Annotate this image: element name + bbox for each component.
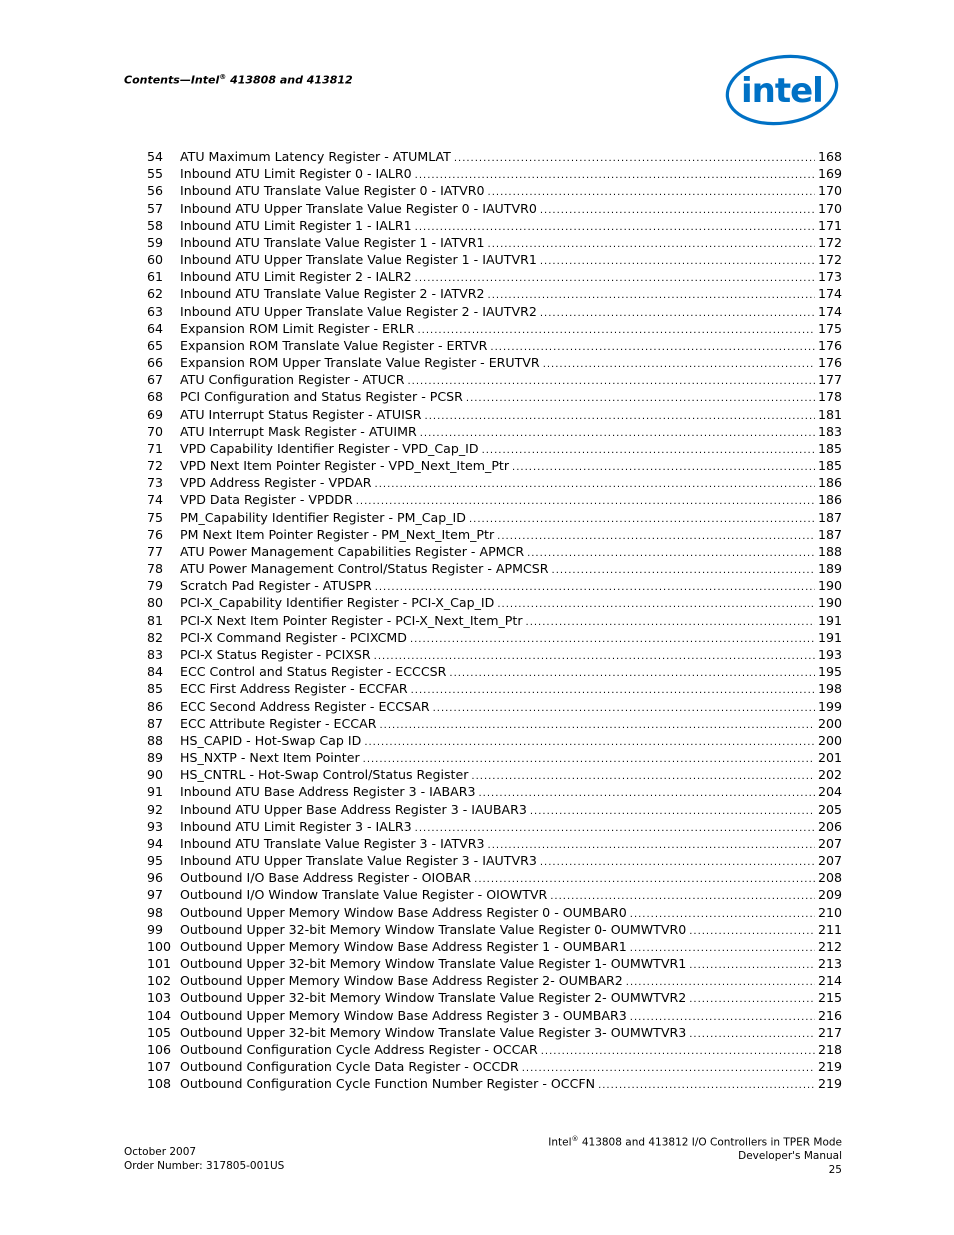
toc-entry-number: 105: [147, 1024, 172, 1040]
toc-entry-number: 79: [147, 578, 164, 594]
toc-dot-leader: [630, 940, 815, 955]
toc-entry-page: 187: [817, 526, 842, 542]
toc-entry-number: 58: [147, 217, 164, 233]
toc-entry[interactable]: [147, 869, 842, 886]
footer-product-brand: Intel: [548, 1136, 572, 1149]
toc-dot-leader: [540, 202, 815, 217]
toc-entry-title: Outbound Upper 32-bit Memory Window Translate Value Register 1- OUMWTVR1: [180, 956, 687, 972]
toc-entry-title: Outbound Upper 32-bit Memory Window Translate Value Register 0- OUMWTVR0: [180, 921, 687, 937]
toc-entry[interactable]: [147, 234, 842, 251]
header-models: 413808 and 413812: [226, 73, 353, 87]
toc-entry-title: Outbound Configuration Cycle Function Number Register - OCCFN: [180, 1076, 596, 1092]
toc-entry-page: 202: [817, 767, 842, 783]
toc-entry-number: 96: [147, 870, 164, 886]
footer-page-number: 25: [828, 1163, 842, 1176]
toc-dot-leader: [626, 974, 815, 989]
toc-entry-title: ATU Interrupt Status Register - ATUISR: [180, 406, 422, 422]
toc-entry[interactable]: [147, 594, 842, 611]
toc-entry-page: 213: [817, 956, 842, 972]
toc-entry-page: 174: [817, 303, 842, 319]
toc-entry-title: ECC Second Address Register - ECCSAR: [180, 698, 430, 714]
toc-entry-number: 70: [147, 423, 164, 439]
toc-dot-leader: [449, 665, 815, 680]
toc-entry[interactable]: [147, 440, 842, 457]
toc-entry[interactable]: [147, 663, 842, 680]
toc-entry-number: 82: [147, 629, 164, 645]
toc-dot-leader: [356, 493, 815, 508]
toc-entry-title: Scratch Pad Register - ATUSPR: [180, 578, 372, 594]
toc-entry-page: 199: [817, 698, 842, 714]
toc-entry-title: ATU Power Management Capabilities Register - APMCR: [180, 543, 525, 559]
toc-entry-title: PM Next Item Pointer Register - PM_Next_Item_Ptr: [180, 526, 495, 542]
toc-entry-page: 172: [817, 234, 842, 250]
toc-entry-page: 209: [817, 887, 842, 903]
toc-dot-leader: [418, 322, 815, 337]
toc-entry-page: 174: [817, 286, 842, 302]
footer-left: [124, 1146, 284, 1173]
toc-entry-page: 185: [817, 458, 842, 474]
toc-entry[interactable]: [147, 801, 842, 818]
toc-dot-leader: [541, 1043, 815, 1058]
toc-entry-number: 101: [147, 956, 172, 972]
toc-entry-number: 56: [147, 183, 164, 199]
toc-entry-page: 217: [817, 1024, 842, 1040]
toc-entry[interactable]: [147, 148, 842, 165]
toc-entry-title: Inbound ATU Limit Register 2 - IALR2: [180, 269, 412, 285]
toc-entry[interactable]: [147, 1058, 842, 1075]
toc-dot-leader: [540, 253, 815, 268]
toc-entry[interactable]: [147, 715, 842, 732]
toc-entry-title: VPD Capability Identifier Register - VPD_Cap_ID: [180, 440, 479, 456]
toc-dot-leader: [415, 270, 815, 285]
toc-entry-number: 68: [147, 389, 164, 405]
toc-entry-page: 181: [817, 406, 842, 422]
toc-dot-leader: [488, 236, 815, 251]
header-registered-mark: ®: [219, 73, 227, 81]
toc-entry-title: ATU Maximum Latency Register - ATUMLAT: [180, 149, 451, 164]
toc-dot-leader: [522, 1060, 815, 1075]
toc-entry-page: 178: [817, 389, 842, 405]
toc-entry-page: 190: [817, 578, 842, 594]
intel-logo: [724, 50, 842, 128]
toc-entry-title: ECC Attribute Register - ECCAR: [180, 715, 377, 731]
toc-entry-title: VPD Next Item Pointer Register - VPD_Next_Item_Ptr: [180, 458, 510, 474]
toc-entry-page: 210: [817, 904, 842, 920]
toc-entry-page: 201: [817, 750, 842, 766]
toc-dot-leader: [488, 184, 815, 199]
toc-dot-leader: [407, 373, 814, 388]
toc-entry-title: ECC Control and Status Register - ECCCSR: [180, 664, 447, 680]
toc-entry[interactable]: [147, 989, 842, 1006]
toc-entry-title: Inbound ATU Base Address Register 3 - IABAR3: [180, 784, 476, 800]
toc-dot-leader: [527, 545, 815, 560]
toc-entry-title: Expansion ROM Limit Register - ERLR: [180, 320, 415, 336]
toc-dot-leader: [466, 390, 815, 405]
toc-entry-number: 97: [147, 887, 164, 903]
toc-entry[interactable]: [147, 1075, 842, 1092]
toc-entry[interactable]: [147, 629, 842, 646]
toc-entry-title: HS_CNTRL - Hot-Swap Control/Status Register: [180, 767, 469, 783]
toc-entry-title: Outbound Upper Memory Window Base Address Register 1 - OUMBAR1: [180, 938, 627, 954]
toc-entry[interactable]: [147, 921, 842, 938]
toc-dot-leader: [374, 648, 815, 663]
toc-entry-title: Outbound Configuration Cycle Address Register - OCCAR: [180, 1041, 538, 1057]
toc-dot-leader: [550, 888, 815, 903]
toc-dot-leader: [497, 528, 815, 543]
toc-entry-number: 62: [147, 286, 164, 302]
toc-entry-number: 100: [147, 938, 172, 954]
toc-entry-title: PCI-X Command Register - PCIXCMD: [180, 629, 407, 645]
toc-entry[interactable]: [147, 491, 842, 508]
toc-entry[interactable]: [147, 423, 842, 440]
toc-entry-page: 193: [817, 646, 842, 662]
toc-dot-leader: [415, 167, 815, 182]
toc-entry[interactable]: [147, 886, 842, 903]
intel-logo-icon: [724, 50, 842, 128]
toc-entry-title: Outbound Upper 32-bit Memory Window Translate Value Register 2- OUMWTVR2: [180, 990, 687, 1006]
toc-entry[interactable]: [147, 680, 842, 697]
toc-entry-number: 87: [147, 715, 164, 731]
toc-entry-number: 104: [147, 1007, 172, 1023]
toc-entry-page: 208: [817, 870, 842, 886]
toc-entry-title: Inbound ATU Upper Base Address Register 3 - IAUBAR3: [180, 801, 527, 817]
toc-dot-leader: [474, 871, 815, 886]
toc-entry-title: ATU Configuration Register - ATUCR: [180, 372, 405, 388]
toc-entry[interactable]: [147, 217, 842, 234]
toc-entry-page: 186: [817, 492, 842, 508]
toc-entry-number: 92: [147, 801, 164, 817]
toc-entry-number: 86: [147, 698, 164, 714]
toc-entry[interactable]: [147, 783, 842, 800]
toc-entry[interactable]: [147, 577, 842, 594]
toc-dot-leader: [411, 682, 815, 697]
toc-entry-number: 108: [147, 1076, 172, 1092]
toc-entry-page: 191: [817, 612, 842, 628]
toc-entry[interactable]: [147, 612, 842, 629]
toc-dot-leader: [497, 596, 815, 611]
toc-entry-page: 185: [817, 440, 842, 456]
toc-entry-number: 72: [147, 458, 164, 474]
toc-entry-title: Inbound ATU Upper Translate Value Register 3 - IAUTVR3: [180, 853, 537, 869]
toc-entry-number: 64: [147, 320, 164, 336]
toc-entry-number: 93: [147, 818, 164, 834]
toc-entry[interactable]: [147, 474, 842, 491]
toc-entry[interactable]: [147, 165, 842, 182]
toc-entry[interactable]: [147, 955, 842, 972]
toc-dot-leader: [689, 1026, 815, 1041]
toc-entry[interactable]: [147, 543, 842, 560]
toc-entry-number: 69: [147, 406, 164, 422]
toc-entry-title: Inbound ATU Translate Value Register 2 - IATVR2: [180, 286, 485, 302]
toc-entry-page: 212: [817, 938, 842, 954]
toc-entry-page: 176: [817, 355, 842, 371]
toc-entry-number: 89: [147, 750, 164, 766]
toc-entry[interactable]: [147, 972, 842, 989]
toc-entry-page: 206: [817, 818, 842, 834]
toc-entry[interactable]: [147, 646, 842, 663]
toc-entry-title: Outbound Upper Memory Window Base Address Register 0 - OUMBAR0: [180, 904, 627, 920]
toc-dot-leader: [482, 442, 815, 457]
toc-entry-page: 170: [817, 183, 842, 199]
footer-right: [548, 1133, 842, 1177]
toc-entry-title: PCI Configuration and Status Register - PCSR: [180, 389, 463, 405]
toc-entry-title: PM_Capability Identifier Register - PM_Cap_ID: [180, 509, 466, 525]
toc-entry-number: 74: [147, 492, 164, 508]
toc-entry-title: Inbound ATU Upper Translate Value Register 0 - IAUTVR0: [180, 200, 537, 216]
footer-product-line: 413808 and 413812 I/O Controllers in TPER Mode: [578, 1136, 842, 1149]
toc-entry-number: 85: [147, 681, 164, 697]
toc-entry-number: 73: [147, 475, 164, 491]
toc-entry-title: PCI-X Next Item Pointer Register - PCI-X_Next_Item_Ptr: [180, 612, 523, 628]
toc-entry-number: 57: [147, 200, 164, 216]
toc-entry-title: Inbound ATU Limit Register 1 - IALR1: [180, 217, 412, 233]
toc-entry-page: 218: [817, 1041, 842, 1057]
toc-entry-page: 211: [817, 921, 842, 937]
toc-entry-number: 88: [147, 732, 164, 748]
toc-entry-title: VPD Data Register - VPDDR: [180, 492, 353, 508]
toc-entry[interactable]: [147, 406, 842, 423]
toc-entry-page: 191: [817, 629, 842, 645]
toc-entry-page: 219: [817, 1059, 842, 1075]
toc-entry-page: 168: [817, 149, 842, 164]
toc-entry-number: 94: [147, 835, 164, 851]
toc-entry-page: 190: [817, 595, 842, 611]
toc-entry-title: Expansion ROM Upper Translate Value Register - ERUTVR: [180, 355, 540, 371]
toc-entry-page: 189: [817, 561, 842, 577]
toc-entry-number: 77: [147, 543, 164, 559]
toc-entry-title: Outbound Upper 32-bit Memory Window Translate Value Register 3- OUMWTVR3: [180, 1024, 687, 1040]
toc-dot-leader: [375, 476, 815, 491]
footer-product: [548, 1133, 842, 1150]
toc-entry-page: 172: [817, 252, 842, 268]
toc-entry-number: 61: [147, 269, 164, 285]
toc-entry-number: 103: [147, 990, 172, 1006]
toc-entry[interactable]: [147, 1007, 842, 1024]
toc-entry-title: ATU Interrupt Mask Register - ATUIMR: [180, 423, 417, 439]
toc-entry[interactable]: [147, 526, 842, 543]
toc-entry-page: 186: [817, 475, 842, 491]
toc-entry-title: Inbound ATU Upper Translate Value Register 1 - IAUTVR1: [180, 252, 537, 268]
toc-entry-number: 76: [147, 526, 164, 542]
toc-entry-title: Outbound Configuration Cycle Data Register - OCCDR: [180, 1059, 519, 1075]
toc-dot-leader: [415, 820, 815, 835]
logo-wordmark: intel: [741, 71, 823, 111]
toc-entry-page: 173: [817, 269, 842, 285]
toc-entry-title: Expansion ROM Translate Value Register - ERTVR: [180, 337, 488, 353]
toc-dot-leader: [540, 854, 815, 869]
toc-entry-number: 80: [147, 595, 164, 611]
toc-entry-number: 78: [147, 561, 164, 577]
toc-dot-leader: [512, 459, 815, 474]
page-header-title: [124, 73, 353, 87]
toc-entry-number: 99: [147, 921, 164, 937]
toc-dot-leader: [425, 408, 815, 423]
toc-entry-page: 198: [817, 681, 842, 697]
toc-entry-title: HS_CAPID - Hot-Swap Cap ID: [180, 732, 362, 748]
toc-entry[interactable]: [147, 509, 842, 526]
toc-entry-page: 207: [817, 853, 842, 869]
toc-entry-page: 205: [817, 801, 842, 817]
toc-dot-leader: [363, 751, 815, 766]
toc-entry-page: 169: [817, 166, 842, 182]
toc-entry-number: 65: [147, 337, 164, 353]
toc-entry-number: 55: [147, 166, 164, 182]
toc-entry[interactable]: [147, 354, 842, 371]
toc-entry[interactable]: [147, 938, 842, 955]
toc-entry-title: Inbound ATU Limit Register 0 - IALR0: [180, 166, 412, 182]
toc-entry-title: PCI-X Status Register - PCIXSR: [180, 646, 371, 662]
toc-dot-leader: [689, 991, 815, 1006]
toc-entry-title: Inbound ATU Translate Value Register 1 - IATVR1: [180, 234, 485, 250]
toc-entry[interactable]: [147, 457, 842, 474]
footer-order-number: Order Number: 317805-001US: [124, 1159, 285, 1172]
toc-entry[interactable]: [147, 818, 842, 835]
toc-entry-page: 200: [817, 715, 842, 731]
toc-entry-title: Inbound ATU Upper Translate Value Register 2 - IAUTVR2: [180, 303, 537, 319]
toc-entry-number: 81: [147, 612, 164, 628]
toc-entry-title: Inbound ATU Limit Register 3 - IALR3: [180, 818, 412, 834]
table-of-contents: [147, 148, 842, 1092]
toc-entry-number: 66: [147, 355, 164, 371]
toc-entry-title: ECC First Address Register - ECCFAR: [180, 681, 408, 697]
toc-entry-title: Inbound ATU Translate Value Register 3 - IATVR3: [180, 835, 485, 851]
toc-entry-title: PCI-X_Capability Identifier Register - PCI-X_Cap_ID: [180, 595, 495, 611]
toc-entry-title: Outbound I/O Window Translate Value Register - OIOWTVR: [180, 887, 548, 903]
footer-date: October 2007: [124, 1146, 197, 1158]
toc-entry[interactable]: [147, 904, 842, 921]
toc-dot-leader: [420, 425, 815, 440]
toc-entry[interactable]: [147, 303, 842, 320]
toc-entry-title: Outbound Upper Memory Window Base Address Register 3 - OUMBAR3: [180, 1007, 627, 1023]
toc-entry[interactable]: [147, 285, 842, 302]
header-brand: Contents—Intel: [124, 73, 220, 87]
toc-entry-page: 204: [817, 784, 842, 800]
toc-dot-leader: [479, 785, 815, 800]
toc-dot-leader: [540, 305, 815, 320]
toc-entry-page: 170: [817, 200, 842, 216]
toc-entry-number: 71: [147, 440, 164, 456]
toc-entry-page: 187: [817, 509, 842, 525]
toc-entry-number: 95: [147, 853, 164, 869]
toc-dot-leader: [364, 734, 815, 749]
toc-entry-number: 63: [147, 303, 164, 319]
footer-registered-mark: ®: [571, 1135, 579, 1143]
toc-entry-number: 75: [147, 509, 164, 525]
toc-entry-title: Outbound Upper Memory Window Base Address Register 2- OUMBAR2: [180, 973, 623, 989]
toc-dot-leader: [526, 614, 815, 629]
toc-dot-leader: [415, 219, 815, 234]
footer-manual: Developer's Manual: [738, 1150, 842, 1162]
toc-dot-leader: [433, 700, 815, 715]
toc-entry-title: HS_NXTP - Next Item Pointer: [180, 750, 360, 766]
toc-entry-number: 83: [147, 646, 164, 662]
toc-entry-number: 67: [147, 372, 164, 388]
toc-dot-leader: [630, 906, 815, 921]
toc-entry-number: 54: [147, 149, 164, 164]
toc-entry-number: 102: [147, 973, 172, 989]
toc-dot-leader: [454, 150, 815, 165]
toc-dot-leader: [689, 957, 815, 972]
toc-entry[interactable]: [147, 560, 842, 577]
toc-entry-page: 216: [817, 1007, 842, 1023]
toc-entry-number: 107: [147, 1059, 172, 1075]
toc-dot-leader: [471, 768, 815, 783]
toc-dot-leader: [598, 1077, 815, 1092]
toc-dot-leader: [379, 717, 814, 732]
toc-entry[interactable]: [147, 766, 842, 783]
toc-entry[interactable]: [147, 732, 842, 749]
toc-entry-title: Inbound ATU Translate Value Register 0 - IATVR0: [180, 183, 485, 199]
toc-entry[interactable]: [147, 182, 842, 199]
toc-entry-number: 90: [147, 767, 164, 783]
toc-entry-number: 60: [147, 252, 164, 268]
toc-dot-leader: [375, 579, 815, 594]
toc-entry[interactable]: [147, 698, 842, 715]
toc-entry-page: 171: [817, 217, 842, 233]
toc-entry[interactable]: [147, 200, 842, 217]
toc-entry-page: 176: [817, 337, 842, 353]
toc-entry-page: 195: [817, 664, 842, 680]
toc-entry[interactable]: [147, 1041, 842, 1058]
toc-entry-page: 188: [817, 543, 842, 559]
toc-dot-leader: [543, 356, 815, 371]
toc-entry[interactable]: [147, 1024, 842, 1041]
toc-entry[interactable]: [147, 371, 842, 388]
toc-dot-leader: [488, 287, 815, 302]
toc-entry-number: 98: [147, 904, 164, 920]
toc-entry[interactable]: [147, 388, 842, 405]
toc-entry-number: 84: [147, 664, 164, 680]
toc-entry-number: 59: [147, 234, 164, 250]
toc-entry-page: 215: [817, 990, 842, 1006]
toc-dot-leader: [410, 631, 815, 646]
toc-entry-number: 106: [147, 1041, 172, 1057]
toc-entry-page: 207: [817, 835, 842, 851]
toc-entry[interactable]: [147, 835, 842, 852]
toc-entry-page: 214: [817, 973, 842, 989]
toc-entry[interactable]: [147, 749, 842, 766]
toc-dot-leader: [552, 562, 815, 577]
toc-entry[interactable]: [147, 251, 842, 268]
toc-entry-title: Outbound I/O Base Address Register - OIOBAR: [180, 870, 472, 886]
toc-entry-title: ATU Power Management Control/Status Register - APMCSR: [180, 561, 549, 577]
toc-entry-page: 200: [817, 732, 842, 748]
toc-dot-leader: [530, 803, 815, 818]
toc-entry-page: 219: [817, 1076, 842, 1092]
toc-dot-leader: [469, 511, 815, 526]
toc-entry-page: 183: [817, 423, 842, 439]
toc-dot-leader: [630, 1009, 815, 1024]
toc-entry-title: VPD Address Register - VPDAR: [180, 475, 372, 491]
toc-entry[interactable]: [147, 320, 842, 337]
toc-dot-leader: [490, 339, 815, 354]
toc-dot-leader: [689, 923, 815, 938]
toc-entry[interactable]: [147, 852, 842, 869]
toc-entry[interactable]: [147, 337, 842, 354]
toc-entry-page: 177: [817, 372, 842, 388]
toc-entry-number: 91: [147, 784, 164, 800]
toc-entry-page: 175: [817, 320, 842, 336]
toc-entry[interactable]: [147, 268, 842, 285]
toc-dot-leader: [488, 837, 815, 852]
